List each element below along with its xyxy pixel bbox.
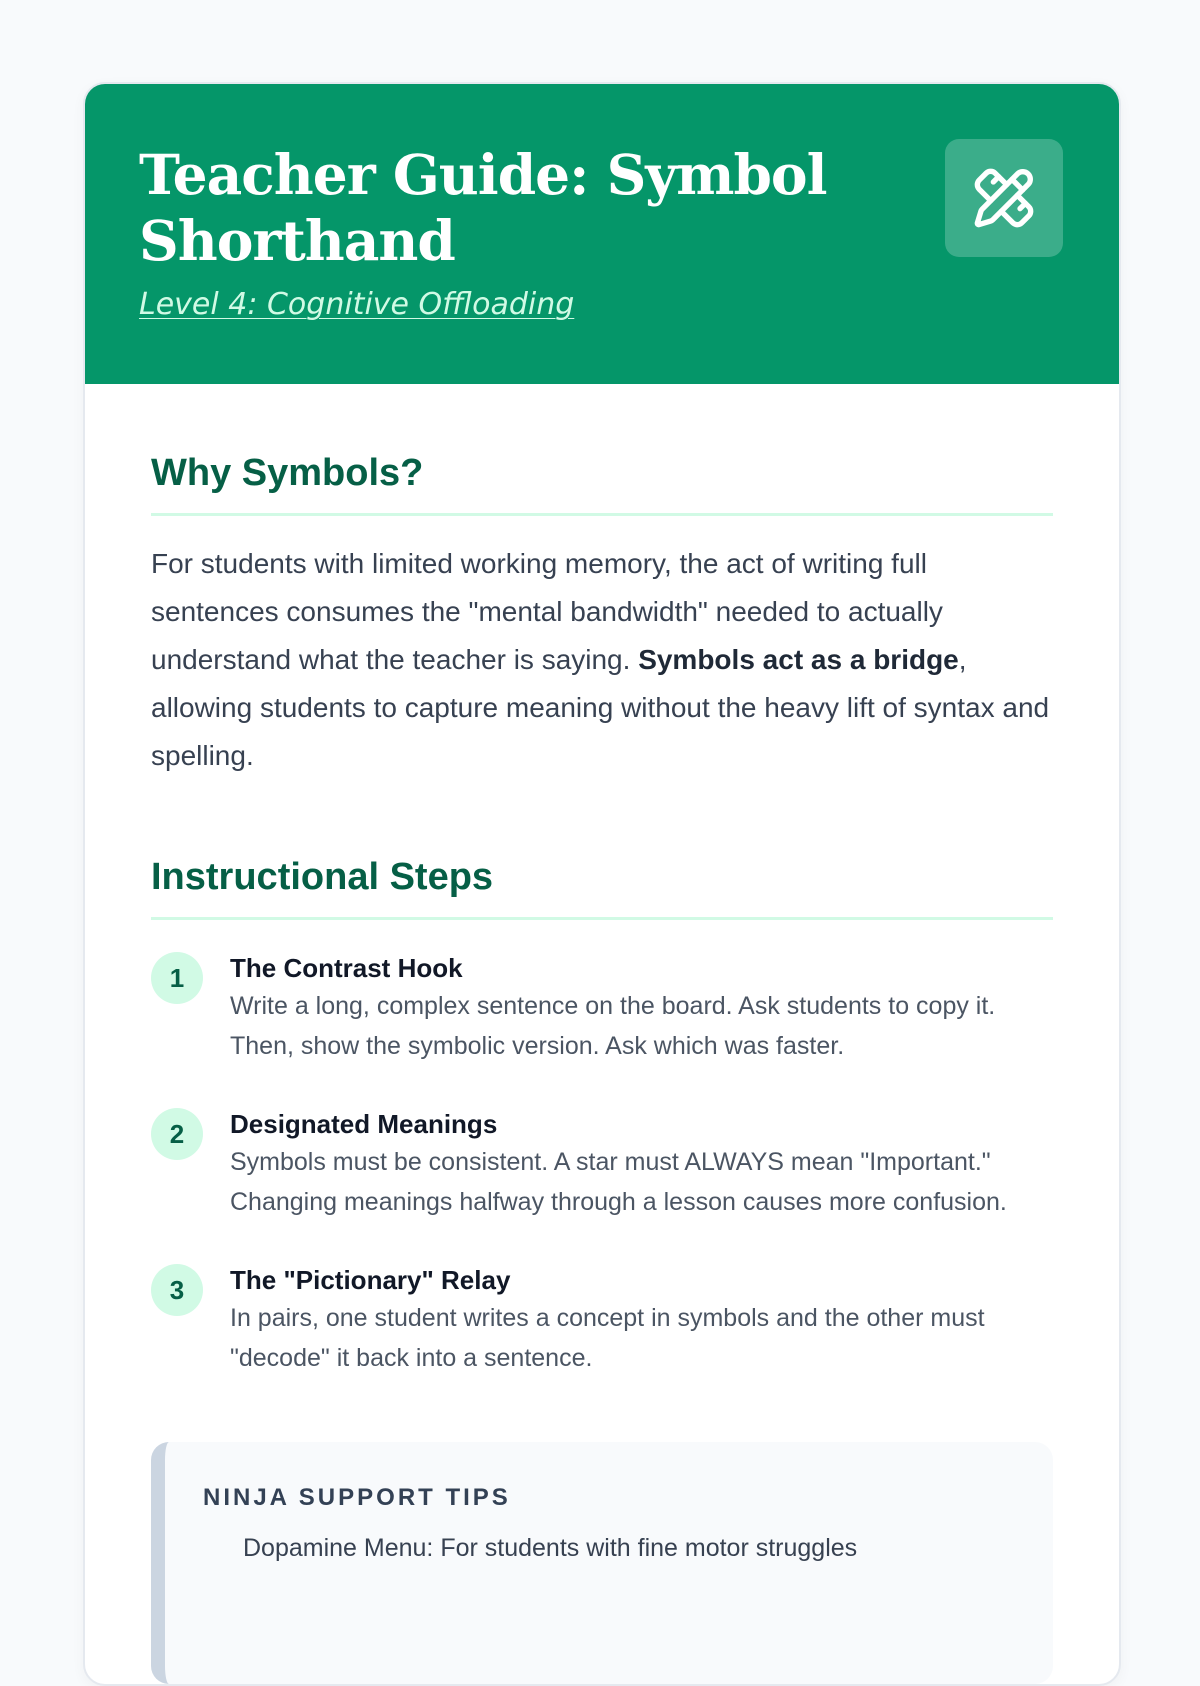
tips-heading: NINJA SUPPORT TIPS (203, 1484, 511, 1511)
guide-header (85, 84, 1119, 384)
step-title: Designated Meanings (230, 1109, 498, 1139)
step-number: 2 (151, 1108, 203, 1160)
why-bold-text: Symbols act as a bridge (638, 644, 959, 675)
step-number: 1 (151, 952, 203, 1004)
page-title: Teacher Guide: Symbol Shorthand (139, 142, 827, 273)
step-item (151, 1106, 1053, 1222)
pencil-ruler-icon (945, 139, 1063, 257)
why-text: For students with limited working memory, the act of writing full sentences consumes the "mental bandwidth" needed to actually understand what the teacher is saying. (151, 548, 943, 675)
ninja-support-tips (151, 1442, 1053, 1684)
step-number: 3 (151, 1264, 203, 1316)
step-title: The "Pictionary" Relay (230, 1265, 511, 1295)
why-heading: Why Symbols? (151, 384, 1053, 516)
step-description: In pairs, one student writes a concept in symbols and the other must "decode" it back into a sentence. (230, 1304, 985, 1372)
step-title: The Contrast Hook (230, 953, 463, 983)
step-item (151, 1262, 1053, 1378)
guide-card (83, 82, 1121, 1686)
tip-item: Dopamine Menu: For students with fine motor struggles (243, 1534, 858, 1562)
step-item (151, 950, 1053, 1066)
why-section (151, 384, 1053, 780)
step-description: Write a long, complex sentence on the board. Ask students to copy it. Then, show the symbolic version. Ask which was faster. (230, 992, 996, 1060)
steps-section (151, 856, 1053, 1378)
step-description: Symbols must be consistent. A star must ALWAYS mean "Important." Changing meanings halfway through a lesson causes more confusion. (230, 1148, 1007, 1216)
why-paragraph (151, 540, 1053, 780)
steps-heading: Instructional Steps (151, 856, 1053, 920)
why-text-end: , allowing students to capture meaning without the heavy lift of syntax and spelling. (151, 644, 1050, 771)
level-subtitle: Level 4: Cognitive Offloading (139, 287, 575, 322)
